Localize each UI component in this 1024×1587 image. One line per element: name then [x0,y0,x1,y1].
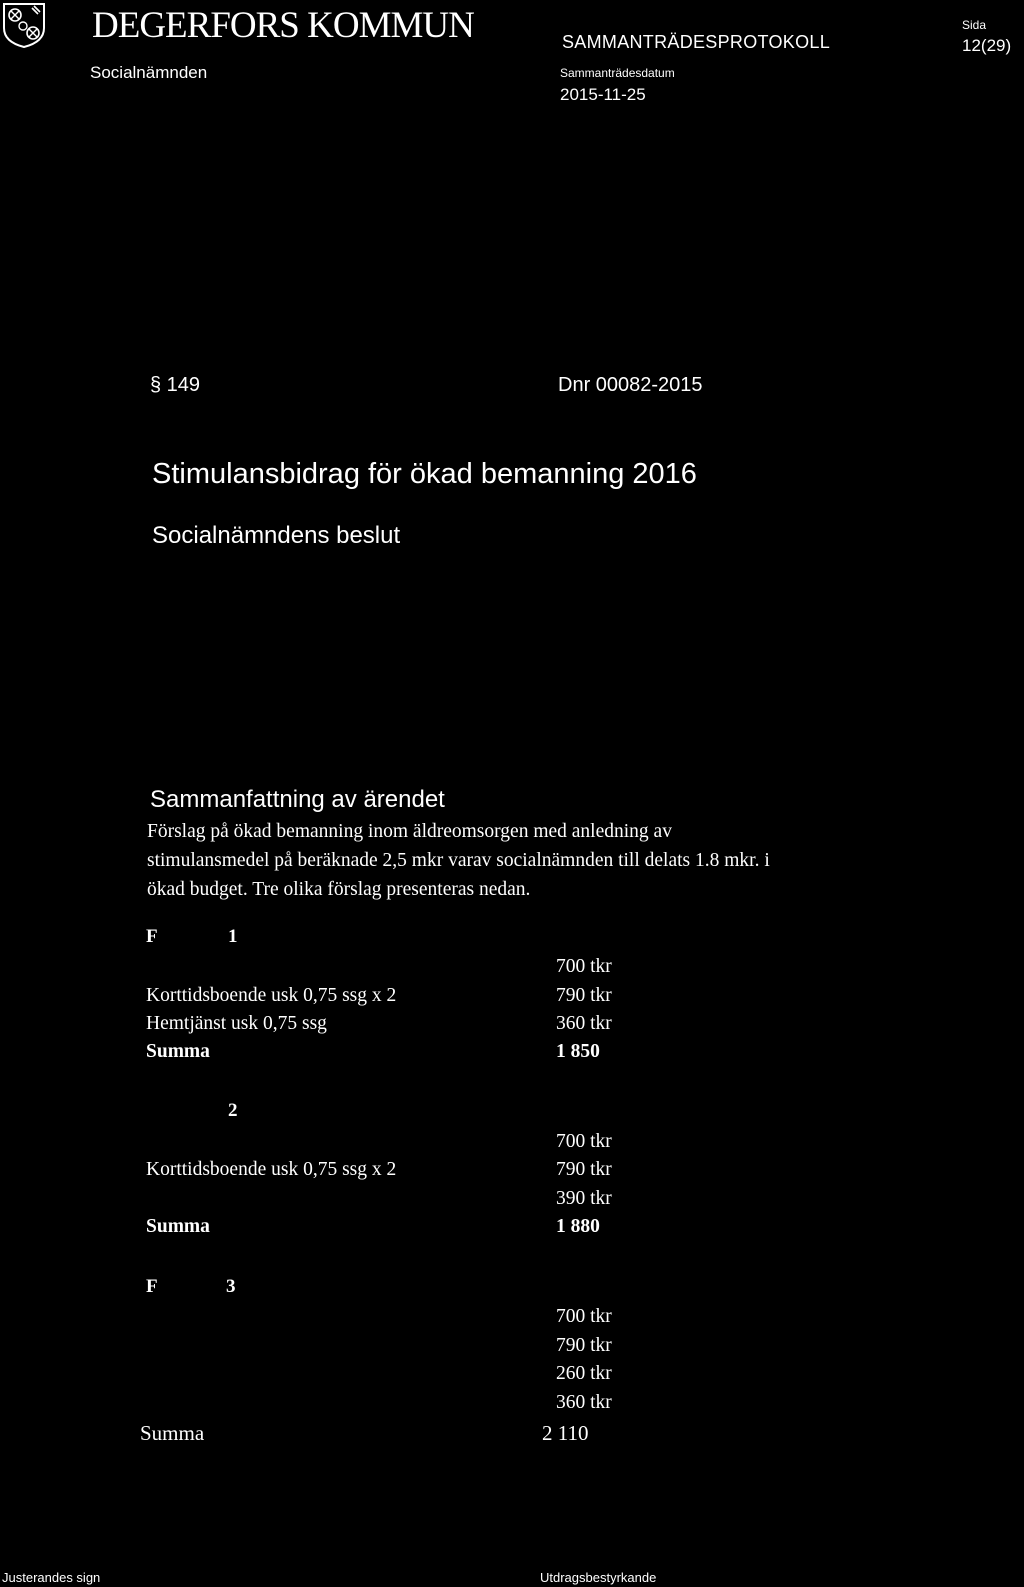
amount-value: 700 tkr [556,1131,612,1152]
summary-line: ökad budget. Tre olika förslag presenteras nedan. [147,879,531,900]
document-type: SAMMANTRÄDESPROTOKOLL [562,32,831,52]
sum-label: Summa [146,1216,210,1237]
footer-certification-label: Utdragsbestyrkande [540,1570,657,1585]
committee-name: Socialnämnden [90,63,208,82]
amount-value: 790 tkr [556,1159,612,1180]
cost-item-label: Korttidsboende usk 0,75 ssg x 2 [146,985,397,1006]
amount-value: 790 tkr [556,1335,612,1356]
meeting-date-label: Sammanträdesdatum [560,66,675,80]
organization-name: DEGERFORS KOMMUN [92,5,474,46]
sum-value: 2 110 [542,1421,589,1445]
decision-heading: Socialnämndens beslut [152,522,401,549]
sum-label: Summa [146,1041,210,1062]
municipality-crest-icon [2,2,46,48]
amount-value: 360 tkr [556,1392,612,1413]
section-title: Stimulansbidrag för ökad bemanning 2016 [152,458,697,490]
proposal-label: F [146,1276,158,1297]
amount-value: 260 tkr [556,1363,612,1384]
sum-label: Summa [140,1421,205,1445]
proposal-number: 3 [226,1276,236,1297]
amount-value: 700 tkr [556,956,612,977]
footer-signature-label: Justerandes sign [2,1570,101,1585]
amount-value: 700 tkr [556,1306,612,1327]
cost-item-label: Hemtjänst usk 0,75 ssg [146,1013,327,1034]
proposal-number: 2 [228,1100,238,1121]
page-number: 12(29) [962,36,1012,55]
proposal-label: F [146,926,158,947]
amount-value: 360 tkr [556,1013,612,1034]
cost-item-label: Korttidsboende usk 0,75 ssg x 2 [146,1159,397,1180]
sum-value: 1 880 [556,1216,600,1237]
page-label: Sida [962,18,987,32]
case-number: Dnr 00082-2015 [558,374,703,396]
amount-value: 790 tkr [556,985,612,1006]
proposal-number: 1 [228,926,238,947]
summary-line: Förslag på ökad bemanning inom äldreomsorgen med anledning av [147,821,672,842]
sum-value: 1 850 [556,1041,600,1062]
summary-heading: Sammanfattning av ärendet [150,786,445,813]
paragraph-number: § 149 [150,374,201,396]
amount-value: 390 tkr [556,1188,612,1209]
meeting-date: 2015-11-25 [560,85,646,104]
summary-line: stimulansmedel på beräknade 2,5 mkr varav socialnämnden till delats 1.8 mkr. i [147,850,770,871]
